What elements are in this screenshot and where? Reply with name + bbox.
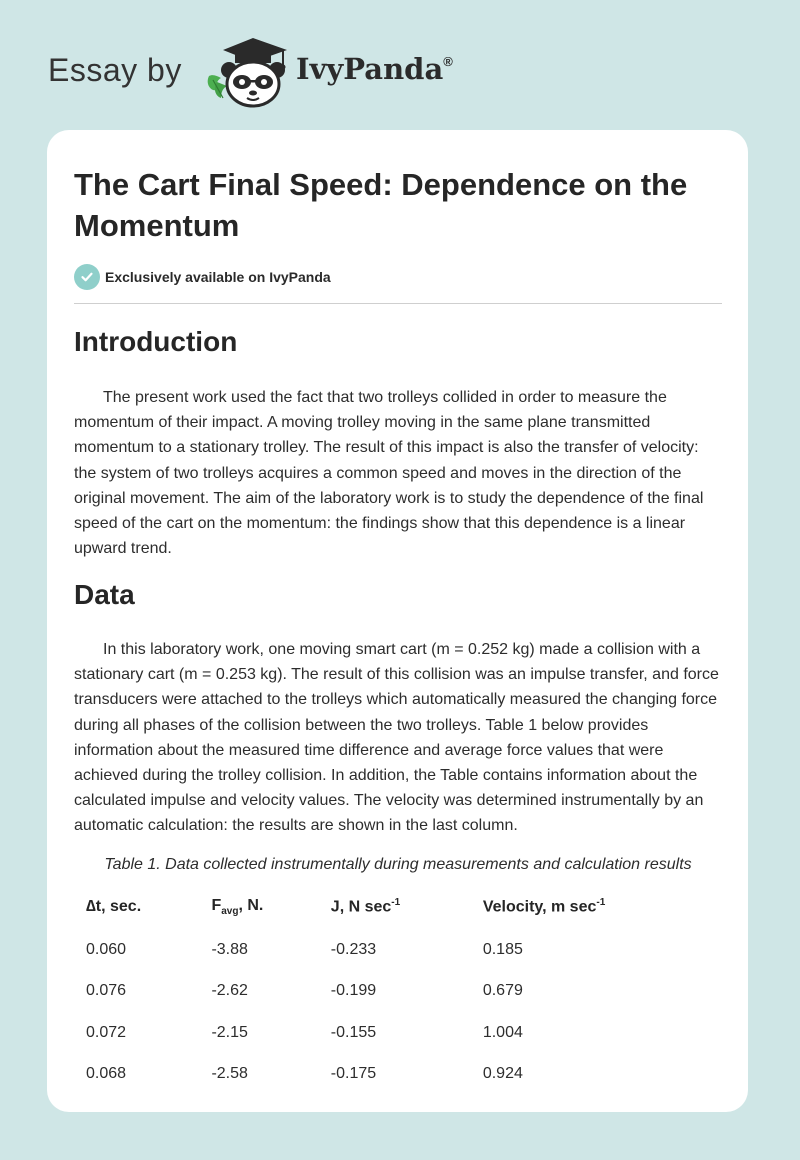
- cell-velocity: 0.924: [482, 1065, 523, 1083]
- section-heading-data: Data: [74, 579, 135, 610]
- section-text-data: In this laboratory work, one moving smart cart (m = 0.252 kg) made a collision with a stationary cart (m = 0.253 kg). The result of this collision was an impulse transfer, and force transducers were attached to the trolleys which automatically measured the changing force during all phases of the collision between the two trolleys. Table 1 below provides information about the measured time difference and average force values that were achieved during the trolley collision. In addition, the Table contains information about the calculated impulse and velocity values. The velocity was determined instrumentally by an automatic calculation: the results are shown in the last column.: [74, 641, 719, 835]
- cell-impulse: -0.199: [330, 982, 377, 1000]
- header-delta-t: ∆t, sec.: [86, 898, 142, 915]
- brand-name[interactable]: IvyPanda®: [296, 52, 453, 86]
- table-row: [74, 1012, 722, 1054]
- cell-delta-t: 0.060: [86, 940, 127, 958]
- cell-velocity: 0.185: [482, 940, 523, 958]
- section-text-introduction: The present work used the fact that two trolleys collided in order to measure the momentum of their impact. A moving trolley moving in the same plane transmitted momentum to a stationary trolley. The result of this impact is also the transfer of velocity: the system of two trolleys acquires a common speed and moves in the direction of the original movement. The aim of the laboratory work is to study the dependence of the final speed of the cart on the momentum: the findings show that this dependence is a linear upward trend.: [74, 389, 704, 558]
- cell-impulse: -0.155: [330, 1023, 377, 1041]
- cell-delta-t: 0.072: [86, 1023, 127, 1041]
- cell-force: -3.88: [211, 940, 248, 958]
- cell-velocity: 1.004: [482, 1023, 523, 1041]
- essay-card: [47, 130, 748, 1112]
- exclusive-badge: [74, 264, 331, 290]
- cell-delta-t: 0.076: [86, 982, 127, 1000]
- panda-logo-icon[interactable]: [203, 36, 293, 108]
- divider: [74, 303, 722, 304]
- header-force: $F_{avg}$, N.: [211, 896, 264, 918]
- check-icon: [74, 264, 100, 290]
- data-table: [74, 885, 722, 1095]
- table-row: [74, 971, 722, 1013]
- page-title: The Cart Final Speed: Dependence on the Momentum: [74, 167, 688, 243]
- cell-force: -2.62: [211, 982, 248, 1000]
- essay-by-label: Essay by: [48, 52, 182, 88]
- exclusive-label: Exclusively available on IvyPanda: [105, 269, 331, 285]
- section-heading-introduction: Introduction: [74, 326, 238, 357]
- cell-impulse: -0.175: [330, 1065, 377, 1083]
- header-velocity: Velocity, m $\sec^{-1}$: [482, 897, 606, 916]
- table-caption: Table 1. Data collected instrumentally during measurements and calculation results: [104, 856, 692, 873]
- table-row: [74, 1054, 722, 1096]
- cell-force: -2.58: [211, 1065, 248, 1083]
- header-impulse: J, N $\sec^{-1}$: [330, 897, 401, 916]
- cell-delta-t: 0.068: [86, 1065, 127, 1083]
- cell-force: -2.15: [211, 1023, 248, 1041]
- table-row: [74, 929, 722, 971]
- cell-velocity: 0.679: [482, 982, 523, 1000]
- cell-impulse: -0.233: [330, 940, 377, 958]
- site-header: [48, 36, 748, 106]
- table-header-row: [74, 885, 722, 929]
